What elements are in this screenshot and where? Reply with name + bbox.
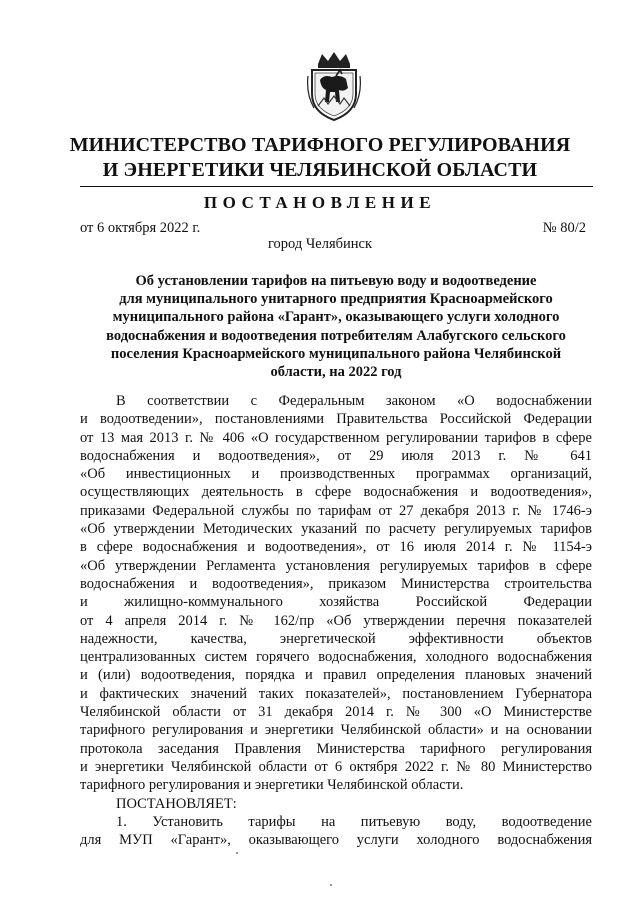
body-line: «Об инвестиционных и производственных программах организаций,	[80, 466, 592, 483]
body-line: и (или) водоотведения, порядка и правил определения плановых значений	[80, 667, 592, 684]
document-number: № 80/2	[542, 220, 586, 236]
body-line: водоснабжения и водоотведения», от 29 июля 2013 г. № 641	[80, 447, 592, 464]
body-line: водоснабжения и водоотведения», приказом Министерства строительства	[80, 575, 592, 592]
heading-line: поселения Красноармейского муниципального района Челябинской	[110, 345, 562, 362]
body-line: приказами Федеральной службы по тарифам от 27 декабря 2013 г. № 1746-э	[80, 502, 592, 519]
header-divider	[80, 186, 593, 187]
heading-line: муниципального района «Гарант», оказывающего услуги холодного	[112, 309, 560, 326]
body-line: протокола заседания Правления Министерства тарифного регулирования	[80, 740, 592, 757]
ministry-line-2: И ЭНЕРГЕТИКИ ЧЕЛЯБИНСКОЙ ОБЛАСТИ	[102, 159, 538, 181]
ministry-line-1: МИНИСТЕРСТВО ТАРИФНОГО РЕГУЛИРОВАНИЯ	[69, 134, 571, 156]
body-line: тарифного регулирования и энергетики Челябинской области.	[80, 777, 464, 794]
body-line: В соответствии с Федеральным законом «О водоснабжении	[116, 393, 592, 409]
document-heading	[80, 272, 592, 381]
body-line: и водоотведении», постановлениями Правительства Российской Федерации	[80, 411, 592, 428]
document-city: город Челябинск	[267, 236, 373, 252]
body-line: и жилищно-коммунального хозяйства Российской Федерации	[80, 594, 592, 611]
heading-line: области, на 2022 год	[270, 364, 402, 381]
body-line: тарифного регулирования и энергетики Челябинской области» и на основании	[80, 722, 592, 739]
heading-line: водоснабжения и водоотведения потребителям Алабугского сельского	[106, 327, 566, 344]
document-date: от 6 октября 2022 г.	[80, 220, 201, 236]
document-type: ПОСТАНОВЛЕНИЕ	[203, 193, 437, 212]
document-body	[80, 392, 592, 849]
body-line: Челябинской области от 31 декабря 2014 г. № 300 «О Министерстве	[80, 704, 592, 721]
ministry-name	[0, 133, 640, 183]
scan-speck	[330, 884, 332, 886]
scan-speck	[236, 852, 238, 854]
chelyabinsk-coat-of-arms-icon	[306, 50, 362, 122]
body-line: в сфере водоснабжения и водоотведения», от 16 июля 2014 г. № 1154-э	[80, 539, 592, 556]
body-line: и энергетики Челябинской области от 6 октября 2022 г. № 80 Министерство	[80, 758, 592, 775]
heading-line: Об установлении тарифов на питьевую воду и водоотведение	[135, 273, 537, 289]
body-line: и фактических значений таких показателей», постановлением Губернатора	[80, 685, 592, 702]
body-line: «Об утверждении Методических указаний по расчету регулируемых тарифов	[80, 521, 592, 538]
item-1-line: для МУП «Гарант», оказывающего услуги холодного водоснабжения	[80, 832, 592, 849]
body-line: от 4 апреля 2014 г. № 162/пр «Об утверждении перечня показателей	[80, 612, 592, 629]
item-1-line: 1. Установить тарифы на питьевую воду, водоотведение	[116, 813, 592, 830]
body-line: осуществляющих деятельность в сфере водоснабжения и водоотведения»,	[80, 484, 592, 501]
body-line: централизованных систем горячего водоснабжения, холодного водоснабжения	[80, 649, 592, 666]
body-line: надежности, качества, энергетической эффективности объектов	[80, 630, 592, 647]
heading-line: для муниципального унитарного предприятия Красноармейского	[119, 291, 553, 308]
body-line: от 13 мая 2013 г. № 406 «О государственном регулировании тарифов в сфере	[80, 429, 592, 446]
body-line: «Об утверждении Регламента установления регулируемых тарифов в сфере	[80, 557, 592, 574]
decree-word: ПОСТАНОВЛЯЕТ:	[116, 795, 237, 812]
